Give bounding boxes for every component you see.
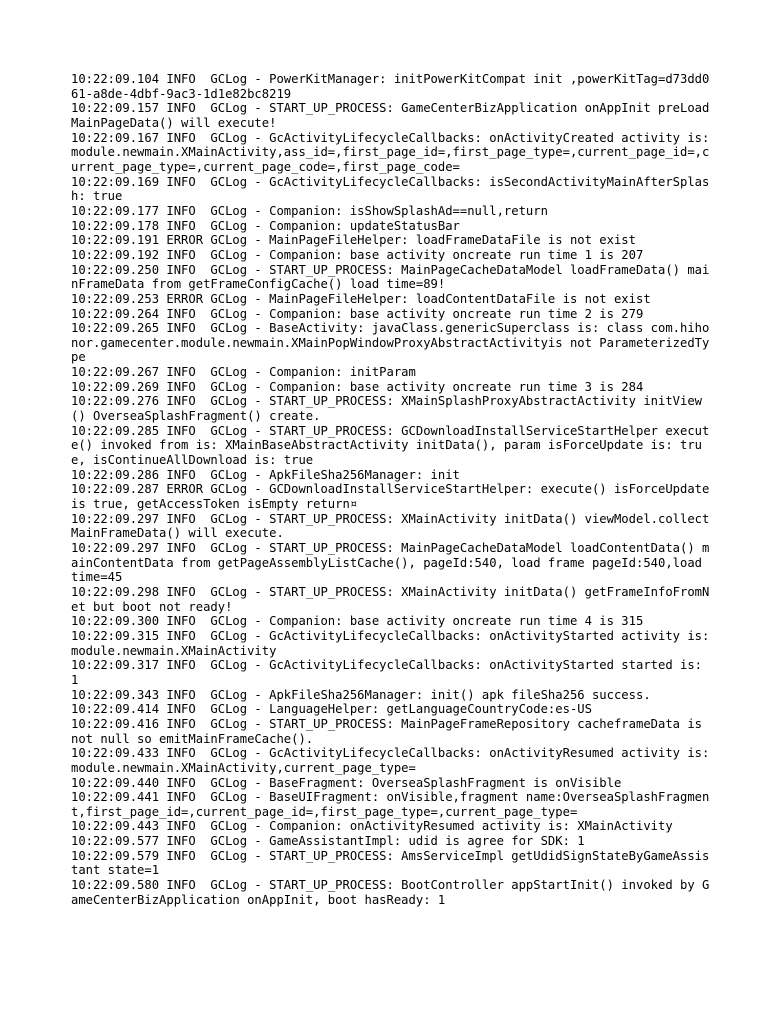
log-line: 10:22:09.267 INFO GCLog - Companion: initParam (71, 365, 416, 380)
log-line: 10:22:09.315 INFO GCLog - GcActivityLifecycleCallbacks: onActivityStarted activity is: module.newmain.XMainActivity (71, 628, 717, 658)
log-line: 10:22:09.443 INFO GCLog - Companion: onActivityResumed activity is: XMainActivity (71, 819, 673, 834)
log-line: 10:22:09.317 INFO GCLog - GcActivityLifecycleCallbacks: onActivityStarted started is: 1 (71, 658, 710, 687)
log-line: 10:22:09.440 INFO GCLog - BaseFragment: OverseaSplashFragment is onVisible (71, 775, 622, 790)
log-line: 10:22:09.167 INFO GCLog - GcActivityLifecycleCallbacks: onActivityCreated activity is:module.newmain.XMainActivity,ass_id=,first_page_id=,first_page_type=,current_page_id=,current_page_type=,current_page_code=,first_page_code= (71, 130, 710, 174)
log-line: 10:22:09.157 INFO GCLog - START_UP_PROCESS: GameCenterBizApplication onAppInit preLoadMainPageData() will execute! (71, 101, 710, 130)
log-line: 10:22:09.433 INFO GCLog - GcActivityLifecycleCallbacks: onActivityResumed activity is: module.newmain.XMainActivity,current_page_type= (71, 746, 717, 775)
log-line: 10:22:09.287 ERROR GCLog - GCDownloadInstallServiceStartHelper: execute() isForceUpdate is true, getAccessToken isEmpty return¤ (71, 482, 717, 512)
log-line: 10:22:09.300 INFO GCLog - Companion: base activity oncreate run time 4 is 315 (71, 614, 644, 629)
log-line: 10:22:09.265 INFO GCLog - BaseActivity: javaClass.genericSuperclass is: class com.hihonor.gamecenter.module.newmain.XMainPopWindowProxyAbstractActivityis not ParameterizedType (71, 321, 710, 365)
log-line: 10:22:09.286 INFO GCLog - ApkFileSha256Manager: init (71, 467, 460, 482)
log-line: 10:22:09.250 INFO GCLog - START_UP_PROCESS: MainPageCacheDataModel loadFrameData() mainFrameData from getFrameConfigCache() load time=89! (71, 262, 710, 292)
log-line: 10:22:09.269 INFO GCLog - Companion: base activity oncreate run time 3 is 284 (71, 379, 644, 394)
log-line: 10:22:09.414 INFO GCLog - LanguageHelper: getLanguageCountryCode:es-US (71, 702, 592, 717)
log-line: 10:22:09.191 ERROR GCLog - MainPageFileHelper: loadFrameDataFile is not exist (71, 233, 636, 248)
log-line: 10:22:09.264 INFO GCLog - Companion: base activity oncreate run time 2 is 279 (71, 306, 644, 321)
log-line: 10:22:09.579 INFO GCLog - START_UP_PROCESS: AmsServiceImpl getUdidSignStateByGameAssistant state=1 (71, 848, 710, 878)
log-line: 10:22:09.297 INFO GCLog - START_UP_PROCESS: XMainActivity initData() viewModel.collectMainFrameData() will execute. (71, 511, 710, 541)
log-line: 10:22:09.441 INFO GCLog - BaseUIFragment: onVisible,fragment name:OverseaSplashFragment,first_page_id=,current_page_id=,first_page_type=,current_page_type= (71, 790, 710, 819)
log-line: 10:22:09.177 INFO GCLog - Companion: isShowSplashAd==null,return (71, 203, 548, 218)
log-line: 10:22:09.253 ERROR GCLog - MainPageFileHelper: loadContentDataFile is not exist (71, 291, 651, 306)
log-line: 10:22:09.169 INFO GCLog - GcActivityLifecycleCallbacks: isSecondActivityMainAfterSplash: true (71, 174, 710, 204)
log-line: 10:22:09.580 INFO GCLog - START_UP_PROCESS: BootController appStartInit() invoked by GameCenterBizApplication onAppInit, boot hasReady: 1 (71, 878, 710, 907)
log-document (71, 72, 717, 907)
log-line: 10:22:09.285 INFO GCLog - START_UP_PROCESS: GCDownloadInstallServiceStartHelper execute() invoked from is: XMainBaseAbstractActivity initData(), param isForceUpdate is: true, isContinueAllDownload is: true (71, 423, 710, 468)
log-line: 10:22:09.577 INFO GCLog - GameAssistantImpl: udid is agree for SDK: 1 (71, 834, 585, 849)
log-line: 10:22:09.192 INFO GCLog - Companion: base activity oncreate run time 1 is 207 (71, 247, 644, 262)
log-line: 10:22:09.416 INFO GCLog - START_UP_PROCESS: MainPageFrameRepository cacheframeData is not null so emitMainFrameCache(). (71, 716, 710, 746)
log-line: 10:22:09.297 INFO GCLog - START_UP_PROCESS: MainPageCacheDataModel loadContentData() mainContentData from getPageAssemblyListCache(), pageId:540, load frame pageId:540,load time=45 (71, 541, 710, 585)
log-line: 10:22:09.298 INFO GCLog - START_UP_PROCESS: XMainActivity initData() getFrameInfoFromNet but boot not ready! (71, 584, 710, 614)
log-line: 10:22:09.104 INFO GCLog - PowerKitManager: initPowerKitCompat init ,powerKitTag=d73dd061-a8de-4dbf-9ac3-1d1e82bc8219 (71, 72, 710, 101)
log-line: 10:22:09.178 INFO GCLog - Companion: updateStatusBar (71, 218, 460, 233)
log-line: 10:22:09.343 INFO GCLog - ApkFileSha256Manager: init() apk fileSha256 success. (71, 687, 651, 702)
log-line: 10:22:09.276 INFO GCLog - START_UP_PROCESS: XMainSplashProxyAbstractActivity initView() OverseaSplashFragment() create. (71, 394, 703, 424)
